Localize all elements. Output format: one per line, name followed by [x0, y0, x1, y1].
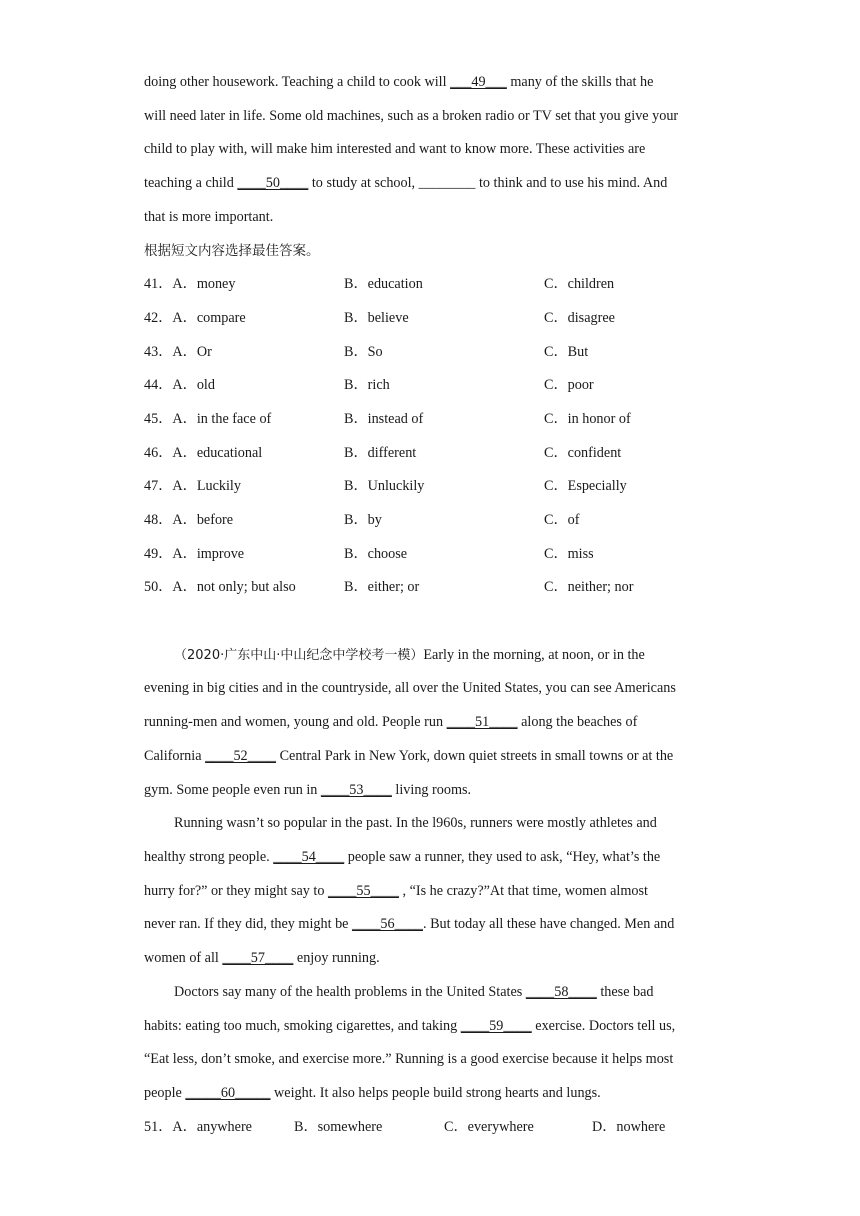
question-number: 51．: [144, 1118, 173, 1135]
option-text: A．improve: [172, 545, 245, 562]
option-c[interactable]: C．disagree: [544, 309, 615, 326]
option-text: A．in the face of: [172, 410, 272, 427]
question-row: [144, 1111, 724, 1145]
passage-line: [144, 1010, 724, 1044]
question-number: 49．: [144, 545, 173, 562]
passage-line: [144, 672, 724, 706]
option-c[interactable]: C．everywhere: [444, 1118, 534, 1135]
option-c[interactable]: C．miss: [544, 545, 594, 562]
option-c[interactable]: C．children: [544, 276, 615, 293]
passage-text: women of all: [144, 950, 223, 967]
question-number: 50．: [144, 579, 173, 596]
option-b[interactable]: B．choose: [344, 545, 408, 562]
passage-line: [144, 1043, 724, 1077]
question-number: 46．: [144, 444, 173, 461]
answer-blank: ____59____: [460, 1017, 532, 1034]
question-number: 42．: [144, 309, 173, 326]
passage-text: hurry for?” or they might say to: [144, 882, 328, 899]
option-a[interactable]: [144, 538, 244, 572]
answer-blank: ___49___: [450, 74, 507, 90]
passage-text: people: [144, 1084, 186, 1101]
question-number: 48．: [144, 512, 173, 529]
passage-text: enjoy running.: [293, 950, 380, 967]
option-c[interactable]: C．Especially: [544, 478, 627, 495]
question-row: [144, 470, 724, 504]
passage-line: [144, 639, 724, 673]
option-c[interactable]: C．poor: [544, 377, 594, 394]
option-c[interactable]: C．of: [544, 512, 580, 529]
passage-text: habits: eating too much, smoking cigarettes, and taking: [144, 1017, 461, 1034]
passage-text: running-men and women, young and old. People run: [144, 714, 447, 731]
passage-text: exercise. Doctors tell us,: [531, 1017, 676, 1034]
option-c[interactable]: C．in honor of: [544, 410, 631, 427]
answer-blank: ____52____: [205, 747, 277, 764]
option-b[interactable]: B．So: [344, 343, 383, 360]
passage-line: [144, 942, 724, 976]
answer-blank: ____54____: [273, 849, 345, 865]
passage-text: gym. Some people even run in: [144, 781, 321, 798]
passage-text: never ran. If they did, they might be: [144, 916, 353, 933]
passage-line: [144, 706, 724, 740]
option-b[interactable]: B．believe: [344, 309, 409, 326]
passage-text: will need later in life. Some old machines, such as a broken radio or TV set that you give your: [144, 107, 679, 124]
passage-line: [144, 976, 724, 1010]
passage-text: people saw a runner, they used to ask, “Hey, what’s the: [344, 849, 661, 865]
question-row: [144, 504, 724, 538]
passage-text: along the beaches of: [517, 714, 638, 731]
passage-text: to study at school, ________ to think and to use his mind. And: [308, 175, 668, 192]
passage-text: Central Park in New York, down quiet streets in small towns or at the: [276, 747, 674, 764]
option-a[interactable]: [144, 268, 235, 302]
option-b[interactable]: B．Unluckily: [344, 478, 425, 495]
passage-line: [144, 201, 724, 235]
passage-text: “Eat less, don’t smoke, and exercise more.” Running is a good exercise because it helps most: [144, 1051, 674, 1068]
question-row: [144, 571, 724, 605]
question-number: 44．: [144, 377, 173, 394]
question-number: 41．: [144, 276, 173, 293]
passage-line: [144, 908, 724, 942]
option-d[interactable]: D．nowhere: [592, 1118, 666, 1135]
question-number: 47．: [144, 478, 173, 495]
passage-text: that is more important.: [144, 208, 274, 225]
question-row: [144, 437, 724, 471]
passage-line: [144, 133, 724, 167]
question-row: [144, 369, 724, 403]
passage-text: . But today all these have changed. Men and: [422, 916, 675, 933]
passage-1: [144, 66, 724, 235]
passage-text: child to play with, will make him interested and want to know more. These activities are: [144, 141, 646, 158]
answer-blank: ____56____: [352, 916, 423, 933]
passage-text: Running wasn’t so popular in the past. In the l960s, runners were mostly athletes and: [174, 815, 657, 832]
passage-line: [144, 875, 724, 909]
answer-blank: ____53____: [320, 781, 392, 798]
passage-text: many of the skills that he: [506, 74, 654, 90]
answer-blank: ____51____: [446, 714, 518, 731]
passage-line: [144, 1077, 724, 1111]
passage-text: doing other housework. Teaching a child to cook will: [144, 74, 451, 90]
option-a[interactable]: [144, 403, 271, 437]
question-row: [144, 268, 724, 302]
passage-text: , “Is he crazy?”At that time, women almost: [398, 882, 648, 899]
document-page: [144, 66, 724, 1144]
answer-blank: _____60_____: [185, 1084, 271, 1101]
option-c[interactable]: C．But: [544, 343, 589, 360]
option-a[interactable]: [144, 571, 296, 605]
option-text: A．old: [172, 377, 215, 394]
option-text: A．compare: [172, 309, 246, 326]
passage-line: [144, 100, 724, 134]
answer-blank: ____50____: [237, 175, 309, 192]
option-a[interactable]: [144, 302, 246, 336]
option-b[interactable]: B．by: [344, 512, 382, 529]
option-a[interactable]: [144, 336, 212, 370]
option-text: A．not only; but also: [172, 579, 296, 596]
question-number: 45．: [144, 410, 173, 427]
answer-blank: ____57____: [222, 950, 294, 967]
passage-line: [144, 807, 724, 841]
option-text: A．educational: [172, 444, 263, 461]
passage-text: living rooms.: [391, 781, 472, 798]
option-a[interactable]: [144, 369, 215, 403]
passage-text: Early in the morning, at noon, or in the: [423, 646, 645, 663]
passage-text: California: [144, 747, 206, 764]
instruction-text: 根据短文内容选择最佳答案。: [144, 242, 320, 259]
passage-text: teaching a child: [144, 175, 238, 192]
passage-text: evening in big cities and in the countryside, all over the United States, you can see Americans: [144, 680, 676, 697]
option-b[interactable]: B．education: [344, 276, 423, 293]
option-b[interactable]: B．instead of: [344, 410, 424, 427]
option-b[interactable]: B．rich: [344, 377, 390, 394]
option-c[interactable]: C．neither; nor: [544, 579, 634, 596]
option-a[interactable]: [144, 1111, 252, 1145]
question-row: [144, 403, 724, 437]
passage-line: [144, 740, 724, 774]
source-citation: （2020·广东中山·中山纪念中学校考一模）: [174, 647, 424, 663]
answer-blank: ____55____: [328, 882, 399, 899]
passage-line: [144, 774, 724, 808]
passage-text: weight. It also helps people build strong hearts and lungs.: [270, 1084, 601, 1101]
answer-blank: ____58____: [525, 983, 597, 1000]
option-c[interactable]: C．confident: [544, 444, 622, 461]
option-text: A．Or: [172, 343, 212, 360]
passage-line: [144, 841, 724, 875]
question-row: [144, 336, 724, 370]
question-row: [144, 302, 724, 336]
option-text: A．money: [172, 276, 236, 293]
passage-text: Doctors say many of the health problems in the United States: [174, 983, 526, 1000]
passage-text: these bad: [596, 983, 654, 1000]
question-number: 43．: [144, 343, 173, 360]
passage-line: [144, 66, 724, 100]
passage-line: [144, 167, 724, 201]
option-text: A．anywhere: [172, 1118, 252, 1135]
option-a[interactable]: [144, 437, 262, 471]
option-a[interactable]: [144, 470, 241, 504]
option-b[interactable]: B．somewhere: [294, 1118, 383, 1135]
option-b[interactable]: B．different: [344, 444, 417, 461]
passage-2: [144, 639, 724, 1111]
question-list-2: [144, 1111, 724, 1145]
question-list-1: [144, 268, 724, 605]
option-b[interactable]: B．either; or: [344, 579, 420, 596]
option-a[interactable]: [144, 504, 233, 538]
passage-text: healthy strong people.: [144, 849, 274, 865]
question-row: [144, 538, 724, 572]
option-text: A．Luckily: [172, 478, 241, 495]
section-gap: [144, 605, 724, 639]
option-text: A．before: [172, 512, 234, 529]
